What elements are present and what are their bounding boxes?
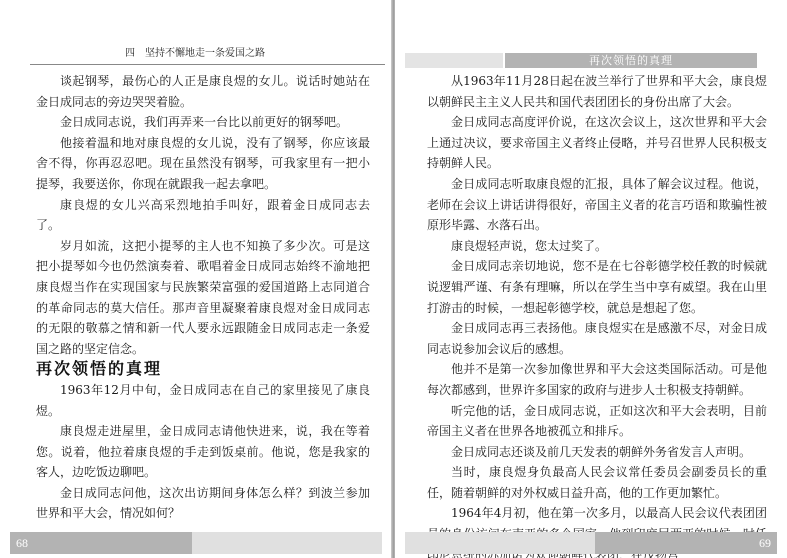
running-head-rule bbox=[30, 64, 385, 65]
paragraph: 谈起钢琴，最伤心的人正是康良煜的女儿。说话时她站在金日成同志的旁边哭哭着脸。 bbox=[36, 74, 370, 109]
left-body-text bbox=[36, 71, 370, 524]
left-page bbox=[0, 0, 392, 558]
footer-bar-fade bbox=[192, 532, 382, 554]
paragraph: 他并不是第一次参加像世界和平大会这类国际活动。可是他每次都感到，世界许多国家的政府与进步人士积极支持朝鲜。 bbox=[427, 362, 767, 397]
paragraph: 金日成同志还谈及前几天发表的朝鲜外务省发言人声明。 bbox=[451, 444, 752, 459]
running-head-bar bbox=[405, 53, 503, 68]
paragraph: 从1963年11月28日起在波兰举行了世界和平大会，康良煜以朝鲜民主主义人民共和国代表团团长的身份出席了大会。 bbox=[427, 74, 767, 109]
paragraph: 金日成同志说，我们再弄来一台比以前更好的钢琴吧。 bbox=[60, 115, 349, 130]
paragraph: 听完他的话，金日成同志说，正如这次和平大会表明，目前帝国主义者在世界各地被孤立和排斥。 bbox=[427, 403, 767, 439]
paragraph: 1963年12月中旬，金日成同志在自己的家里接见了康良煜。 bbox=[36, 382, 370, 418]
paragraph: 康良煜的女儿兴高采烈地拍手叫好，跟着金日成同志去了。 bbox=[36, 197, 370, 233]
footer-bar-left bbox=[10, 532, 382, 554]
paragraph: 金日成同志听取康良煜的汇报，具体了解会议过程。他说，老师在会议上讲话讲得很好，帝国主义者的花言巧语和欺骗性被原形毕露、水落石出。 bbox=[427, 176, 767, 233]
paragraph: 金日成同志再三表扬他。康良煜实在是感激不尽，对金日成同志说参加会议后的感想。 bbox=[427, 321, 767, 356]
paragraph: 当时，康良煜身负最高人民会议常任委员会副委员长的重任，随着朝鲜的对外权威日益升高，他的工作更加繁忙。 bbox=[427, 465, 767, 500]
paragraph: 他接着温和地对康良煜的女儿说，没有了钢琴，你应该最舍不得，你再忍忍吧。现在虽然没有钢琴，可我家里有一把小提琴，我要送你，你现在就跟我一起去拿吧。 bbox=[36, 135, 370, 191]
footer-bar-fade bbox=[405, 532, 595, 554]
running-head-left bbox=[30, 45, 385, 63]
paragraph: 1964年4月初，他在第一次多月，以最高人民会议代表团团 bbox=[451, 506, 767, 521]
page-number: 69 bbox=[759, 536, 771, 550]
paragraph: 金日成同志亲切地说，您不是在七谷彰德学校任教的时候就说逻辑严谨、有条有理嘛，所以在学生当中享有威望。我在山里打游击的时候，一想起彰德学校，就总是想起了您。 bbox=[427, 259, 767, 315]
paragraph: 岁月如流，这把小提琴的主人也不知换了多少次。可是这把小提琴如今也仍然演奏着、歌唱着金日成同志始终不渝地把康良煜当作在实现国家与民族繁荣富强的爱国道路上志同道合的革命同志的莫大信任。那声音里凝聚着康良煜对金日成同志的无限的敬慕之情和新一代人要永远跟随金日成同志走一条爱国之路的坚定信念。 bbox=[36, 238, 370, 356]
running-head-text: 四 坚持不懈地走一条爱国之路 bbox=[125, 48, 265, 59]
footer-bar-right bbox=[405, 532, 777, 554]
right-page bbox=[395, 0, 787, 558]
running-head-right: 再次领悟的真理 bbox=[505, 53, 757, 68]
right-body-text bbox=[427, 71, 767, 558]
paragraph: 康良煜轻声说，您太过奖了。 bbox=[451, 238, 608, 253]
section-title: 再次领悟的真理 bbox=[36, 359, 163, 379]
page-number: 68 bbox=[16, 536, 28, 550]
paragraph: 金日成同志高度评价说，在这次会议上，这次世界和平大会上通过决议，要求帝国主义者终止侵略，并号召世界人民积极支持朝鲜人民。 bbox=[427, 115, 767, 171]
paragraph: 金日成同志问他，这次出访期间身体怎么样？到波兰参加世界和平大会，情况如何？ bbox=[36, 485, 370, 521]
paragraph: 康良煜走进屋里，金日成同志请他快进来，说，我在等着您。说着，他拉着康良煜的手走到饭桌前。他说，您是我家的客人，边吃饭边聊吧。 bbox=[36, 424, 370, 480]
